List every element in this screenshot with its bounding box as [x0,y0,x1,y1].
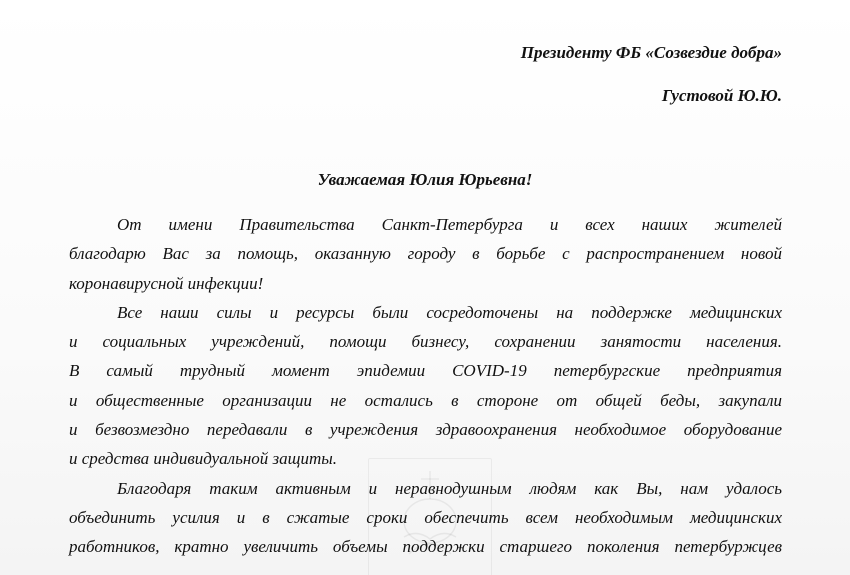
emblem-icon [369,459,491,575]
body-line: коронавирусной инфекции! [69,273,264,293]
body-line: работников, кратно увеличить объемы поддержки старшего поколения петербуржцев [69,537,782,557]
salutation: Уважаемая Юлия Юрьевна! [317,170,533,189]
body-line: объединить усилия и в сжатые сроки обеспечить всем необходимым медицинских [69,507,782,527]
body-line: благодарю Вас за помощь, оказанную городу в борьбе с распространением новой [69,244,782,264]
body-line: Благодаря таким активным и неравнодушным людям как Вы, нам удалось [117,478,782,498]
body-line: и безвозмездно передавали в учреждения здравоохранения необходимое оборудование [69,420,782,440]
watermark-emblem [368,458,492,575]
body-line: и общественные организации не остались в стороне от общей беды, закупали [69,390,782,410]
body-line: Все наши силы и ресурсы были сосредоточены на поддержке медицинских [117,302,782,322]
addressee-name: Густовой Ю.Ю. [661,86,782,105]
body-line: и средства индивидуальной защиты. [69,449,338,469]
body-line: В самый трудный момент эпидемии COVID-19 петербургские предприятия [69,361,782,381]
body-line: От имени Правительства Санкт-Петербурга и всех наших жителей [117,215,782,234]
body-line: и социальных учреждений, помощи бизнесу, сохранении занятости населения. [69,332,782,352]
addressee-title: Президенту ФБ «Созвездие добра» [520,43,782,62]
